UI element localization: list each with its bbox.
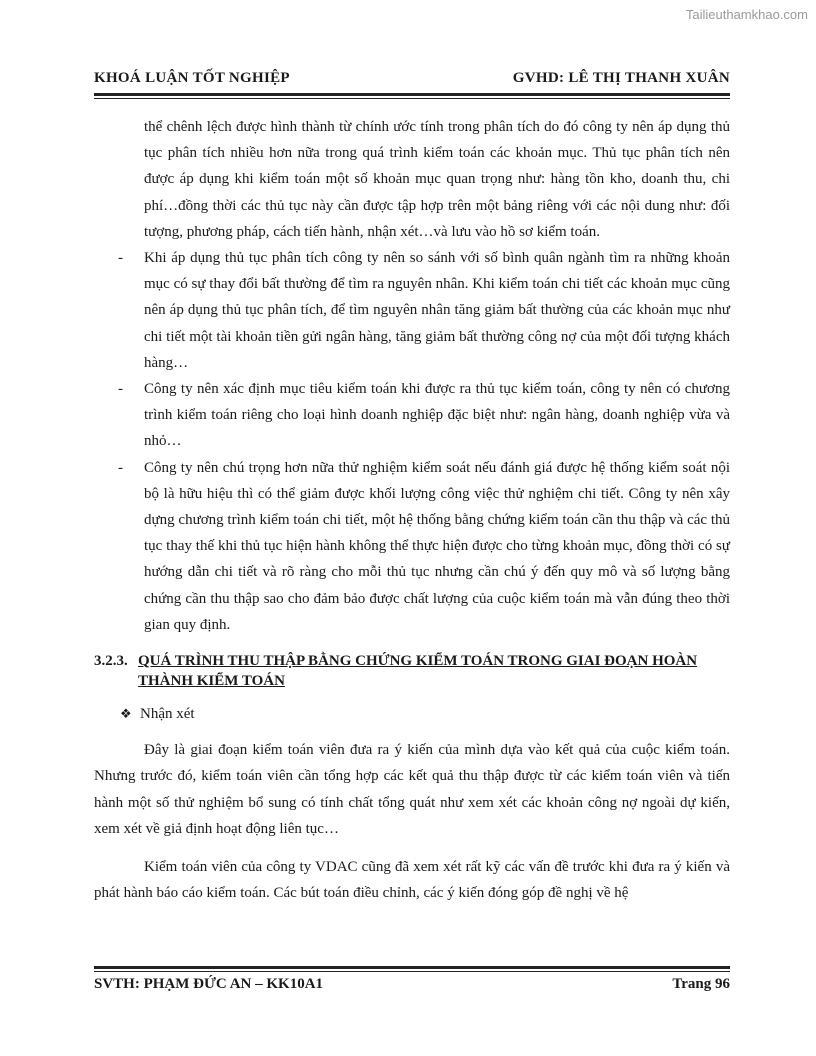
page-header (94, 70, 730, 87)
page-number: Trang 96 (672, 976, 730, 992)
page-footer (94, 976, 730, 993)
section-heading (94, 651, 730, 691)
diamond-bullet-icon: ❖ (120, 706, 132, 722)
bullet-item (94, 376, 730, 455)
bullet-text: Khi áp dụng thủ tục phân tích công ty nên so sánh với số bình quân ngành tìm ra những khoản mục có sự thay đổi bất thường để tìm ra nguyên nhân. Khi kiểm toán chi tiết các khoản mục cũng nên áp dụng thủ tục phân tích, để tìm nguyên nhân tăng giảm bất thường của các khoản mục như chi tiết một tài khoản tiền gửi ngân hàng, tăng giảm bất thường công nợ của một đối tượng khách hàng… (144, 250, 730, 371)
section-title: QUÁ TRÌNH THU THẬP BẰNG CHỨNG KIỂM TOÁN TRONG GIAI ĐOẠN HOÀN THÀNH KIỂM TOÁN (138, 653, 698, 690)
footer-rule-thin (94, 971, 730, 972)
subheading (94, 701, 730, 727)
footer-rule-thick (94, 966, 730, 969)
header-supervisor: GVHD: LÊ THỊ THANH XUÂN (512, 70, 730, 86)
bullet-dash: - (118, 250, 123, 267)
subheading-text: Nhận xét (140, 706, 195, 723)
section-number: 3.2.3. (94, 653, 128, 670)
footer-student: SVTH: PHẠM ĐỨC AN – KK10A1 (94, 976, 324, 992)
body-paragraph: Đây là giai đoạn kiểm toán viên đưa ra ý kiến của mình dựa vào kết quả của cuộc kiểm toán. Nhưng trước đó, kiểm toán viên cần tổng hợp các kết quả thu thập được từ các kiểm toán viên và tiến hành một số thử nghiệm bổ sung có tính chất tổng quát như xem xét các khoản công nợ ngoài dự kiến, xem xét về giả định hoạt động liên tục… (94, 742, 730, 837)
bullet-text: Công ty nên xác định mục tiêu kiểm toán khi được ra thủ tục kiểm toán, công ty nên có chương trình kiểm toán riêng cho loại hình doanh nghiệp đặc biệt như: ngân hàng, doanh nghiệp vừa và nhỏ… (144, 381, 730, 450)
body-paragraph: Kiểm toán viên của công ty VDAC cũng đã xem xét rất kỹ các vấn đề trước khi đưa ra ý kiến và phát hành báo cáo kiểm toán. Các bút toán điều chỉnh, các ý kiến đóng góp đề nghị về hệ (94, 859, 730, 902)
header-rule-thick (94, 93, 730, 96)
bullet-item (94, 455, 730, 638)
header-rule-thin (94, 98, 730, 99)
page-body (94, 114, 730, 906)
bullet-item (94, 245, 730, 376)
intro-paragraph: thể chênh lệch được hình thành từ chính ước tính trong phân tích do đó công ty nên áp dụng thủ tục phân tích nhiều hơn nữa trong quá trình kiểm toán các khoản mục. Thủ tục phân tích nên được áp dụng khi kiểm toán một số khoản mục quan trọng như: hàng tồn kho, doanh thu, chi phí…đồng thời các thủ tục này cần được tập hợp trên một bảng riêng với các nội dung như: đối tượng, phương pháp, cách tiến hành, nhận xét…và lưu vào hồ sơ kiểm toán. (144, 119, 730, 240)
bullet-text: Công ty nên chú trọng hơn nữa thử nghiệm kiểm soát nếu đánh giá được hệ thống kiểm soát nội bộ là hữu hiệu thì có thể giảm được khối lượng công việc thử nghiệm chi tiết. Công ty nên xây dựng chương trình kiểm toán chi tiết, một hệ thống bằng chứng kiểm toán cần thu thập và các thủ tục thay thế khi thủ tục hiện hành không thể thực hiện được cho từng khoản mục, đồng thời có sự hướng dẫn chi tiết và rõ ràng cho mỗi thủ tục nhưng cần chú ý đến quy mô và số lượng bằng chứng cần thu thập sao cho đảm bảo được chất lượng của cuộc kiểm toán mà vẫn đúng theo thời gian quy định. (144, 459, 730, 633)
header-thesis-title: KHOÁ LUẬN TỐT NGHIỆP (94, 70, 290, 86)
bullet-dash: - (118, 381, 123, 398)
watermark-text: Tailieuthamkhao.com (685, 7, 808, 22)
bullet-dash: - (118, 459, 123, 476)
